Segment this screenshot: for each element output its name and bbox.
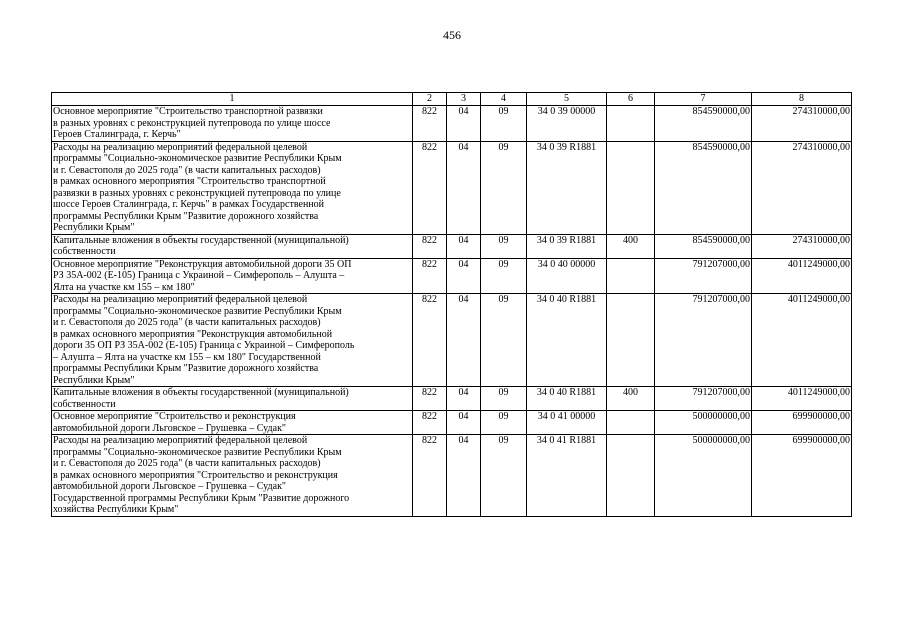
cell-amount-2021: 500000000,00: [655, 435, 752, 517]
cell-target-article: 34 0 39 R1881: [527, 141, 607, 234]
cell-target-article: 34 0 40 00000: [527, 258, 607, 294]
cell-section: 04: [447, 411, 481, 435]
cell-code: 822: [413, 234, 447, 258]
cell-description: [52, 435, 413, 517]
cell-expense-type: [607, 435, 655, 517]
description-line: программы Республики Крым "Развитие дорожного хозяйства: [53, 210, 319, 222]
cell-expense-type: [607, 106, 655, 142]
cell-amount-2022: 274310000,00: [752, 141, 852, 234]
header-row: [52, 93, 852, 106]
cell-amount-2021: 791207000,00: [655, 258, 752, 294]
cell-code: 822: [413, 411, 447, 435]
description-line: Расходы на реализацию мероприятий федеральной целевой: [53, 294, 308, 305]
table-row: [52, 106, 852, 142]
description-line: Капитальные вложения в объекты государственной (муниципальной): [53, 234, 349, 246]
description-line: развязки в разных уровнях с реконструкцией путепровода по улице: [53, 187, 341, 199]
description-line: Основное мероприятие "Реконструкция автомобильной дороги 35 ОП: [53, 258, 352, 270]
cell-expense-type: [607, 258, 655, 294]
cell-amount-2022: 4011249000,00: [752, 258, 852, 294]
cell-description: [52, 411, 413, 435]
cell-expense-type: [607, 294, 655, 387]
cell-subsection: 09: [481, 387, 527, 411]
cell-section: 04: [447, 141, 481, 234]
page-number: 456: [443, 28, 461, 42]
cell-description: [52, 258, 413, 294]
cell-amount-2021: 854590000,00: [655, 234, 752, 258]
cell-target-article: 34 0 40 R1881: [527, 294, 607, 387]
cell-amount-2022: 4011249000,00: [752, 294, 852, 387]
table-row: [52, 141, 852, 234]
description-line: Героев Сталинграда, г. Керчь": [53, 129, 181, 140]
cell-amount-2022: 274310000,00: [752, 234, 852, 258]
cell-code: 822: [413, 435, 447, 517]
description-line: Республики Крым": [53, 374, 135, 386]
column-header: 1: [52, 93, 413, 106]
cell-amount-2021: 500000000,00: [655, 411, 752, 435]
description-line: хозяйства Республики Крым": [53, 504, 179, 515]
description-line: РЗ 35А-002 (Е-105) Граница с Украиной – Симферополь – Алушта –: [53, 270, 345, 281]
cell-subsection: 09: [481, 141, 527, 234]
cell-subsection: 09: [481, 435, 527, 517]
table-row: [52, 258, 852, 294]
description-line: Ялта на участке км 155 – км 180": [53, 281, 195, 293]
description-line: программы "Социально-экономическое развитие Республики Крым: [53, 153, 342, 164]
description-line: программы "Социально-экономическое развитие Республики Крым: [53, 446, 342, 458]
cell-section: 04: [447, 234, 481, 258]
cell-amount-2021: 854590000,00: [655, 141, 752, 234]
description-line: собственности: [53, 246, 116, 257]
table-row: [52, 294, 852, 387]
cell-code: 822: [413, 294, 447, 387]
description-line: и г. Севастополя до 2025 года" (в части капитальных расходов): [53, 317, 321, 328]
description-line: программы Республики Крым "Развитие дорожного хозяйства: [53, 363, 319, 374]
column-header: 7: [655, 93, 752, 106]
description-line: в рамках основного мероприятия "Реконструкция автомобильной: [53, 328, 333, 340]
cell-code: 822: [413, 387, 447, 411]
cell-description: [52, 106, 413, 142]
cell-expense-type: [607, 411, 655, 435]
cell-target-article: 34 0 40 R1881: [527, 387, 607, 411]
cell-target-article: 34 0 41 00000: [527, 411, 607, 435]
cell-amount-2022: 274310000,00: [752, 106, 852, 142]
table-row: [52, 387, 852, 411]
column-header: 4: [481, 93, 527, 106]
description-line: в рамках основного мероприятия "Строительство транспортной: [53, 176, 326, 187]
column-header: 2: [413, 93, 447, 106]
cell-amount-2022: 699900000,00: [752, 435, 852, 517]
description-line: в разных уровнях с реконструкцией путепровода по улице шоссе: [53, 117, 331, 129]
description-line: шоссе Героев Сталинграда, г. Керчь" в рамках Государственной: [53, 199, 325, 210]
cell-amount-2021: 791207000,00: [655, 294, 752, 387]
cell-expense-type: 400: [607, 234, 655, 258]
cell-target-article: 34 0 39 00000: [527, 106, 607, 142]
cell-subsection: 09: [481, 106, 527, 142]
cell-section: 04: [447, 258, 481, 294]
description-line: Расходы на реализацию мероприятий федеральной целевой: [53, 435, 308, 446]
column-header: 8: [752, 93, 852, 106]
cell-description: [52, 141, 413, 234]
cell-description: [52, 234, 413, 258]
cell-code: 822: [413, 106, 447, 142]
cell-code: 822: [413, 141, 447, 234]
cell-target-article: 34 0 41 R1881: [527, 435, 607, 517]
cell-amount-2022: 699900000,00: [752, 411, 852, 435]
cell-subsection: 09: [481, 411, 527, 435]
cell-section: 04: [447, 294, 481, 387]
cell-subsection: 09: [481, 294, 527, 387]
column-header: 5: [527, 93, 607, 106]
cell-section: 04: [447, 435, 481, 517]
cell-amount-2021: 854590000,00: [655, 106, 752, 142]
cell-expense-type: 400: [607, 387, 655, 411]
cell-amount-2021: 791207000,00: [655, 387, 752, 411]
description-line: в рамках основного мероприятия "Строительство и реконструкция: [53, 469, 338, 481]
cell-target-article: 34 0 39 R1881: [527, 234, 607, 258]
description-line: Расходы на реализацию мероприятий федеральной целевой: [53, 141, 308, 153]
column-header: 6: [607, 93, 655, 106]
cell-description: [52, 294, 413, 387]
cell-expense-type: [607, 141, 655, 234]
cell-subsection: 09: [481, 258, 527, 294]
description-line: – Алушта – Ялта на участке км 155 – км 180" Государственной: [53, 351, 321, 363]
description-line: Основное мероприятие "Строительство транспортной развязки: [53, 106, 323, 117]
table-row: [52, 234, 852, 258]
description-line: и г. Севастополя до 2025 года" (в части капитальных расходов): [53, 164, 321, 176]
cell-description: [52, 387, 413, 411]
description-line: Капитальные вложения в объекты государственной (муниципальной): [53, 387, 349, 398]
description-line: Основное мероприятие "Строительство и реконструкция: [53, 411, 296, 422]
table-row: [52, 411, 852, 435]
budget-table: [51, 92, 852, 517]
description-line: дороги 35 ОП РЗ 35А-002 (Е-105) Граница с Украиной – Симферополь: [53, 340, 355, 351]
column-header: 3: [447, 93, 481, 106]
description-line: собственности: [53, 398, 116, 410]
description-line: программы "Социально-экономическое развитие Республики Крым: [53, 305, 342, 317]
cell-section: 04: [447, 387, 481, 411]
cell-subsection: 09: [481, 234, 527, 258]
description-line: Государственной программы Республики Крым "Развитие дорожного: [53, 492, 350, 504]
description-line: Республики Крым": [53, 222, 135, 233]
description-line: автомобильной дороги Льговское – Грушевка – Судак": [53, 481, 287, 492]
table-row: [52, 435, 852, 517]
cell-section: 04: [447, 106, 481, 142]
description-line: и г. Севастополя до 2025 года" (в части капитальных расходов): [53, 458, 321, 469]
cell-code: 822: [413, 258, 447, 294]
description-line: автомобильной дороги Льговское – Грушевка – Судак": [53, 422, 287, 434]
cell-amount-2022: 4011249000,00: [752, 387, 852, 411]
